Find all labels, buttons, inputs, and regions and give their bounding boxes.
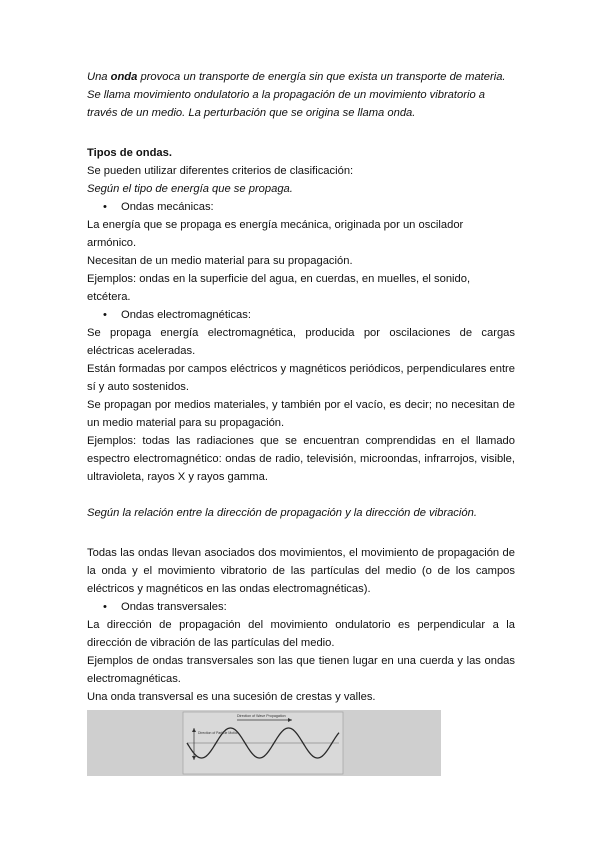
intro-text: Una [87, 71, 111, 83]
mechanical-p3: Ejemplos: ondas en la superficie del agua, en cuerdas, en muelles, el sonido, etcétera. [87, 273, 471, 303]
intro-line-1 [87, 68, 515, 86]
electromagnetic-p1: Se propaga energía electromagnética, producida por oscilaciones de cargas eléctricas aceleradas. [87, 327, 515, 357]
bullet-transverse [103, 598, 515, 616]
mechanical-p1: La energía que se propaga es energía mecánica, originada por un oscilador armónico. [87, 219, 464, 249]
wave-diagram [87, 710, 441, 776]
propagation-label: Direction of Wave Propagation [237, 714, 286, 718]
bullet-mechanical [103, 198, 515, 216]
transverse-wave-figure [87, 710, 441, 776]
by-direction-subtitle: Según la relación entre la dirección de propagación y la dirección de vibración. [87, 507, 477, 519]
electromagnetic-p4: Ejemplos: todas las radiaciones que se encuentran comprendidas en el llamado espectro electromagnético: ondas de radio, televisión, microondas, infrarrojos, visible, ultravioleta, rayos X y rayos gamma. [87, 435, 515, 483]
bullet-label: Ondas mecánicas: [121, 201, 214, 213]
electromagnetic-p3: Se propagan por medios materiales, y también por el vacío, es decir; no necesitan de un medio material para su propagación. [87, 399, 515, 429]
intro-bold-term: onda [110, 71, 138, 83]
transverse-p1: La dirección de propagación del movimiento ondulatorio es perpendicular a la dirección de vibración de las partículas del medio. [87, 619, 515, 649]
bullet-label: Ondas electromagnéticas: [121, 309, 251, 321]
section-title: Tipos de ondas. [87, 147, 172, 159]
intro-text-rest: provoca un transporte de energía sin que exista un transporte de materia. [137, 71, 506, 83]
bullet-dot-icon: • [103, 201, 107, 213]
electromagnetic-p2: Están formadas por campos eléctricos y magnéticos periódicos, perpendiculares entre sí y auto sostenidos. [87, 363, 515, 393]
document-content [87, 68, 515, 776]
mechanical-p2: Necesitan de un medio material para su propagación. [87, 255, 353, 267]
bullet-label: Ondas transversales: [121, 601, 227, 613]
particle-motion-label: Direction of Particle Motion [198, 731, 239, 735]
bullet-electromagnetic [103, 306, 515, 324]
criteria-text: Se pueden utilizar diferentes criterios de clasificación: [87, 165, 354, 177]
bullet-dot-icon: • [103, 309, 107, 321]
transverse-p2: Ejemplos de ondas transversales son las que tienen lugar en una cuerda y las ondas electromagnéticas. [87, 655, 515, 685]
bullet-dot-icon: • [103, 601, 107, 613]
intro-line-2: Se llama movimiento ondulatorio a la propagación de un movimiento vibratorio a través de un medio. La perturbación que se origina se llama onda. [87, 89, 485, 119]
movements-text: Todas las ondas llevan asociados dos movimientos, el movimiento de propagación de la onda y el movimiento vibratorio de las partículas del medio (o de los campos eléctricos y magnéticos en las ondas electromagnéticas). [87, 547, 515, 595]
transverse-p3: Una onda transversal es una sucesión de crestas y valles. [87, 691, 376, 703]
by-energy-subtitle: Según el tipo de energía que se propaga. [87, 183, 293, 195]
